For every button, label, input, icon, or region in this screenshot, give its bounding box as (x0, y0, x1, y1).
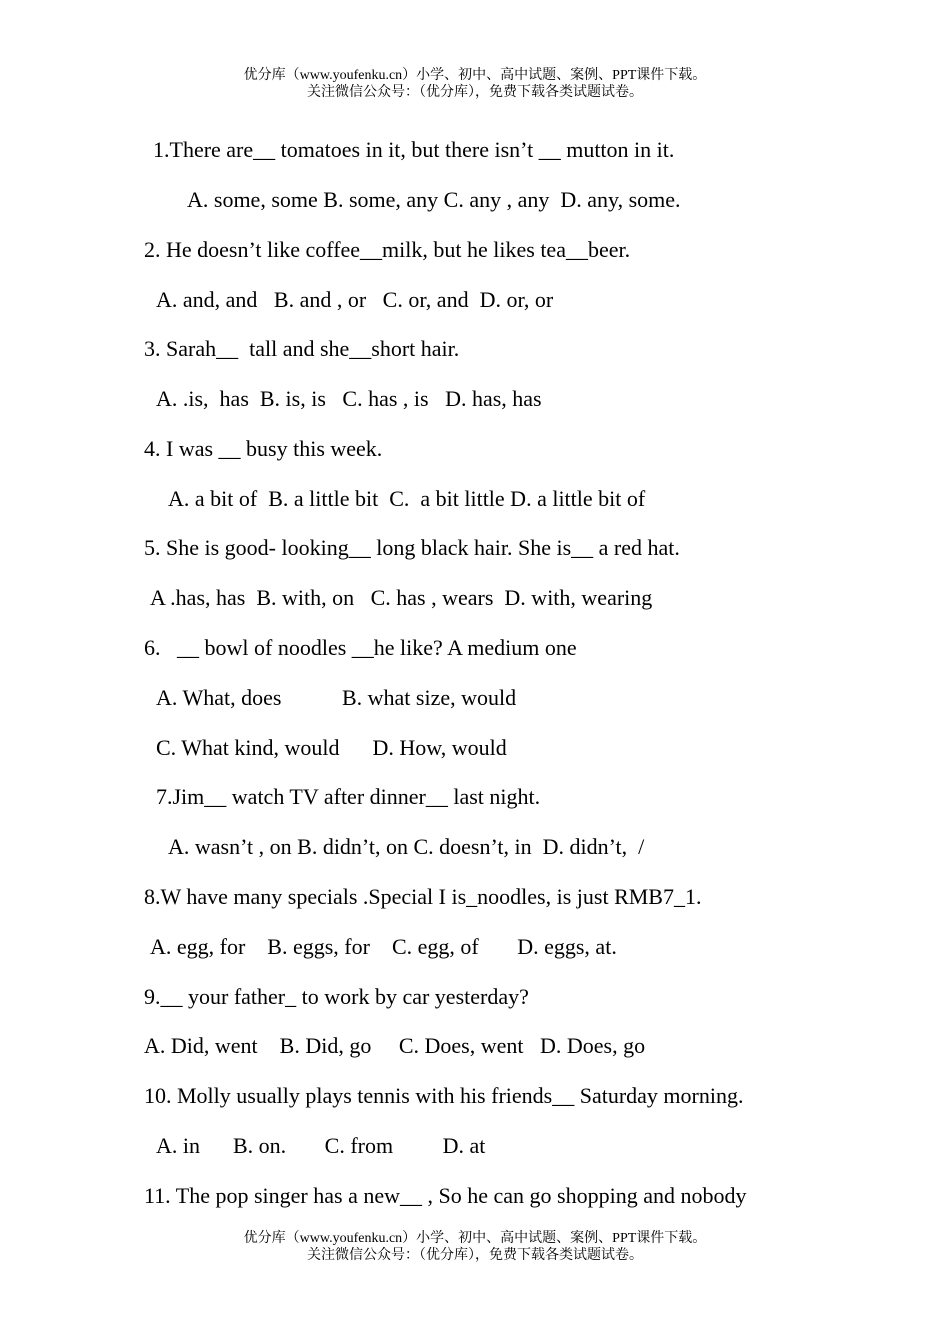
footer-line-2: 关注微信公众号：（优分库），免费下载各类试题试卷。 (307, 1248, 643, 1263)
question-6-options-cd: C. What kind, would D. How, would (156, 735, 507, 760)
question-1-options: A. some, some B. some, any C. any , any D. any, some. (187, 187, 681, 212)
question-7: 7.Jim__ watch TV after dinner__ last night. (156, 784, 541, 809)
question-2: 2. He doesn’t like coffee__milk, but he likes tea__beer. (144, 237, 631, 262)
question-6-options-ab: A. What, does B. what size, would (156, 685, 517, 710)
question-9-options: A. Did, went B. Did, go C. Does, went D. Does, go (144, 1033, 646, 1058)
header-line-2: 关注微信公众号：（优分库），免费下载各类试题试卷。 (307, 85, 643, 100)
question-10-options: A. in B. on. C. from D. at (156, 1133, 486, 1158)
question-6: 6. __ bowl of noodles __he like? A medium one (144, 635, 577, 660)
header-line-1: 优分库（www.youfenku.cn）小学、初中、高中试题、案例、PPT课件下载。 (243, 68, 707, 83)
question-4: 4. I was __ busy this week. (144, 436, 383, 461)
question-5: 5. She is good- looking__ long black hair. She is__ a red hat. (144, 535, 680, 560)
question-9: 9.__ your father_ to work by car yesterday? (144, 984, 529, 1009)
question-2-options: A. and, and B. and , or C. or, and D. or, or (156, 287, 554, 312)
question-4-options: A. a bit of B. a little bit C. a bit little D. a little bit of (168, 486, 646, 511)
footer-line-1: 优分库（www.youfenku.cn）小学、初中、高中试题、案例、PPT课件下载。 (243, 1231, 707, 1246)
question-8: 8.W have many specials .Special I is_noodles, is just RMB7_1. (144, 884, 702, 909)
question-5-options: A .has, has B. with, on C. has , wears D. with, wearing (150, 585, 653, 610)
question-1: 1.There are__ tomatoes in it, but there isn’t __ mutton in it. (153, 137, 675, 162)
question-8-options: A. egg, for B. eggs, for C. egg, of D. eggs, at. (150, 934, 617, 959)
question-3-options: A. .is, has B. is, is C. has , is D. has, has (156, 386, 542, 411)
question-7-options: A. wasn’t , on B. didn’t, on C. doesn’t, in D. didn’t, / (168, 834, 645, 859)
page-header (0, 67, 950, 101)
question-11: 11. The pop singer has a new__ , So he can go shopping and nobody (144, 1183, 747, 1208)
question-3: 3. Sarah__ tall and she__short hair. (144, 336, 460, 361)
page-footer (0, 1230, 950, 1264)
question-10: 10. Molly usually plays tennis with his friends__ Saturday morning. (144, 1083, 744, 1108)
